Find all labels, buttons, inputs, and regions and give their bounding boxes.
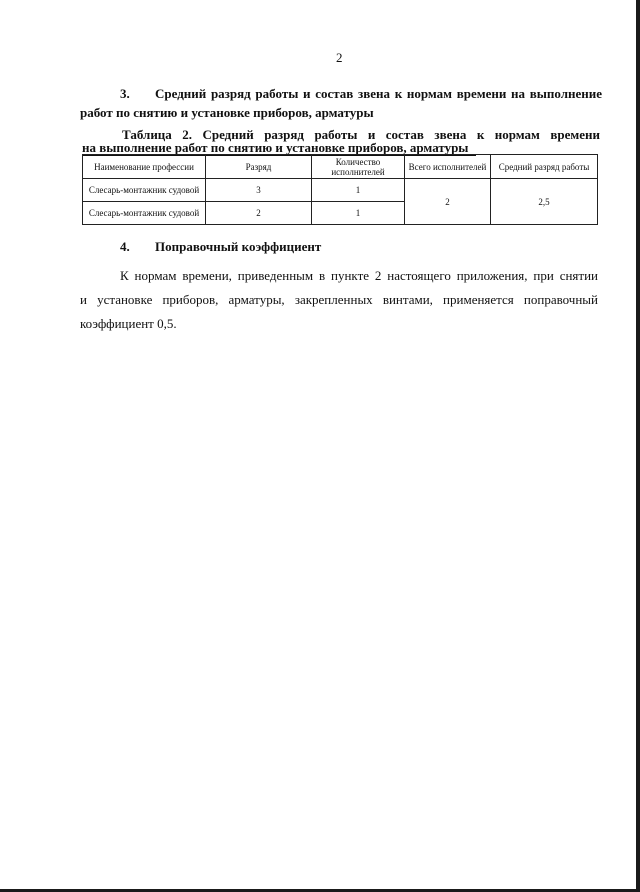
- section-4-title: Поправочный коэффициент: [155, 239, 322, 254]
- table-row: [83, 179, 598, 202]
- table-caption-line-2: на выполнение работ по снятию и установке приборов, арматуры: [82, 141, 476, 156]
- section-3-heading: [80, 84, 602, 122]
- cell-total: 2: [405, 179, 491, 225]
- section-3-number: 3.: [120, 86, 130, 101]
- cell-profession: Слесарь-монтажник судовой: [83, 179, 206, 202]
- cell-profession: Слесарь-монтажник судовой: [83, 202, 206, 225]
- cell-grade: 3: [206, 179, 312, 202]
- cell-average-grade: 2,5: [491, 179, 598, 225]
- section-3-title-line-2: работ по снятию и установке приборов, арматуры: [80, 105, 374, 120]
- scan-edge-right: [636, 0, 640, 892]
- paragraph-line-3: коэффициент 0,5.: [80, 316, 177, 331]
- cell-count: 1: [312, 179, 405, 202]
- header-count: Количество исполнителей: [312, 155, 405, 179]
- table-header-row: [83, 155, 598, 179]
- section-4-paragraph: [80, 264, 598, 336]
- cell-grade: 2: [206, 202, 312, 225]
- header-profession: Наименование профессии: [83, 155, 206, 179]
- paragraph-line-1: К нормам времени, приведенным в пункте 2 настоящего приложения, при снятии: [120, 268, 598, 283]
- table-caption-line-1: Таблица 2. Средний разряд работы и состав звена к нормам времени: [122, 127, 600, 142]
- section-4-number: 4.: [120, 239, 130, 254]
- table-caption: [82, 128, 600, 156]
- header-average-grade: Средний разряд работы: [491, 155, 598, 179]
- paragraph-line-2: и установке приборов, арматуры, закрепленных винтами, применяется поправочный: [80, 292, 598, 307]
- header-grade: Разряд: [206, 155, 312, 179]
- cell-count: 1: [312, 202, 405, 225]
- crew-composition-table: [82, 154, 598, 225]
- section-3-title-line-1: Средний разряд работы и состав звена к нормам времени на выполнение: [155, 86, 602, 101]
- page-number: 2: [336, 50, 343, 65]
- header-total: Всего исполнителей: [405, 155, 491, 179]
